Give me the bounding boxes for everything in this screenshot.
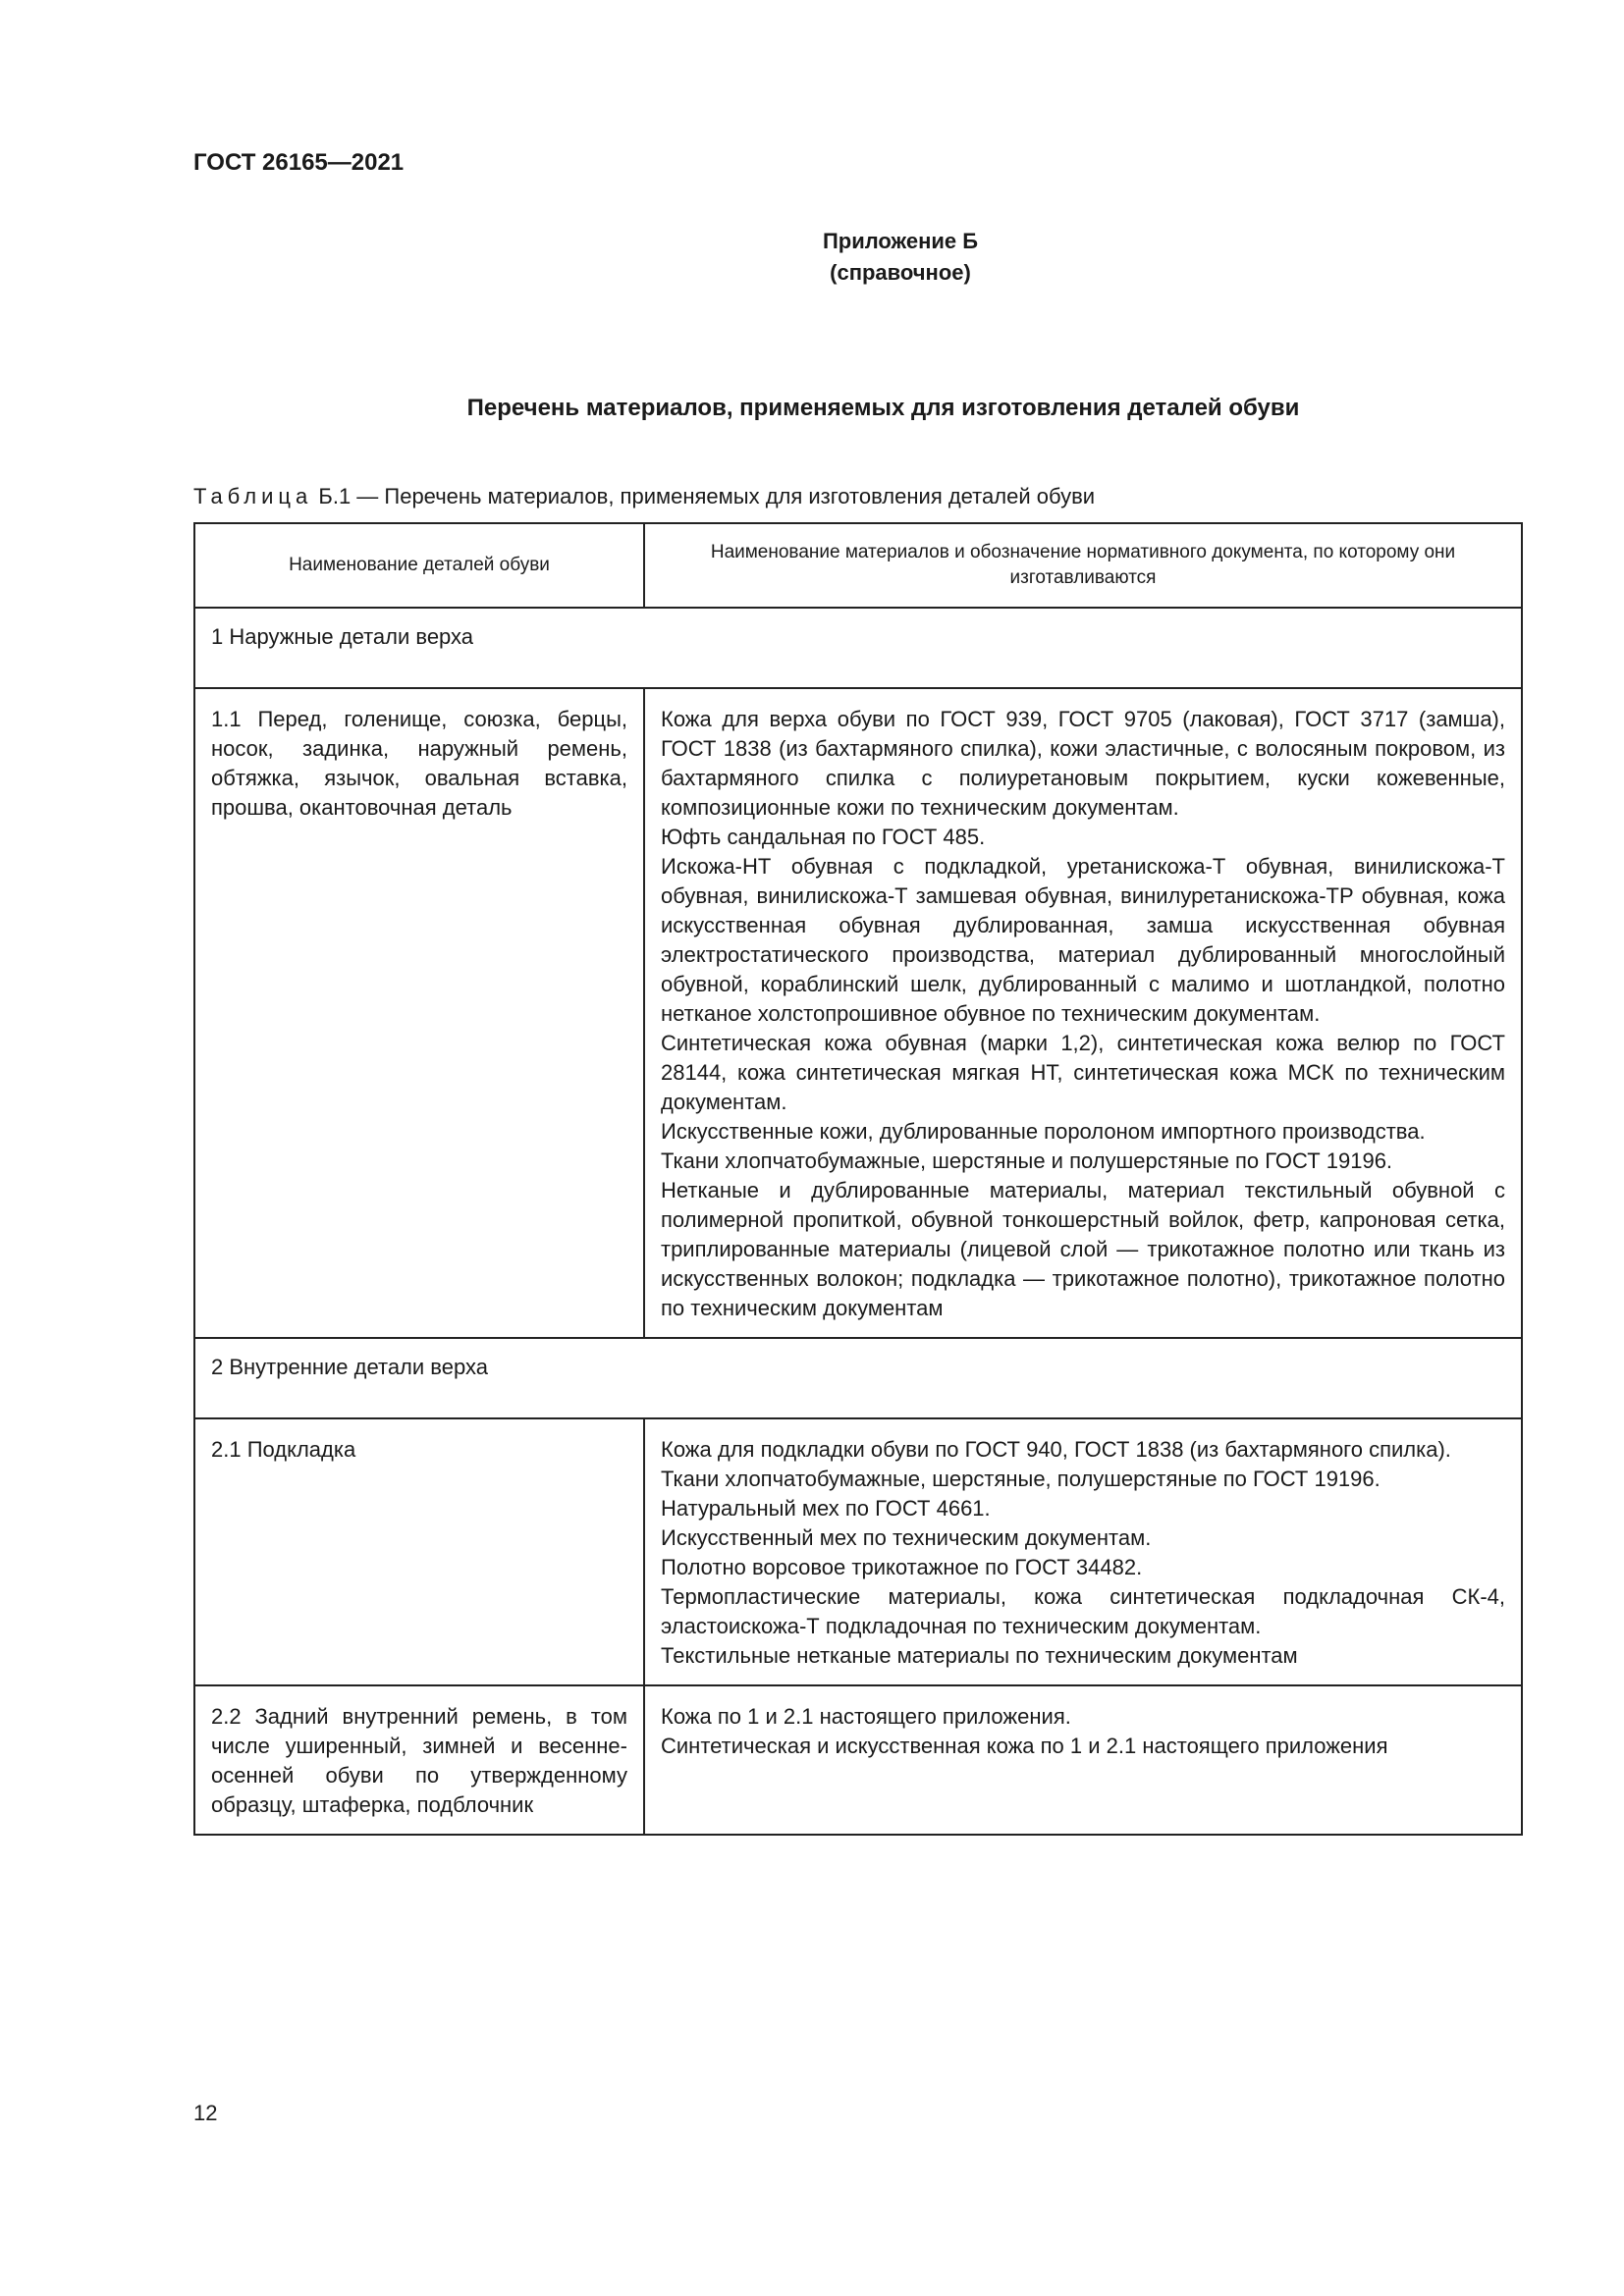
material-line: Кожа для подкладки обуви по ГОСТ 940, ГОСТ 1838 (из бахтармяного спилка). xyxy=(661,1437,1451,1462)
appendix-subtitle: (справочное) xyxy=(830,260,971,285)
page-number: 12 xyxy=(193,2101,218,2125)
material-line: Кожа для верха обуви по ГОСТ 939, ГОСТ 9705 (лаковая), ГОСТ 3717 (замша), ГОСТ 1838 (из бахтармяного спилка), кожи эластичные, с волосяным покровом, из бахтармяного спилка с полиуретановым покрытием, куски кожевенные, композиционные кожи по техническим документам. xyxy=(661,707,1505,820)
material-line: Ткани хлопчатобумажные, шерстяные и полушерстяные по ГОСТ 19196. xyxy=(661,1148,1393,1173)
material-line: Ткани хлопчатобумажные, шерстяные, полушерстяные по ГОСТ 19196. xyxy=(661,1467,1380,1491)
table-group-row xyxy=(194,608,1522,688)
materials-cell xyxy=(644,688,1522,1338)
table-row xyxy=(194,688,1522,1338)
group-outer-parts: 1 Наружные детали верха xyxy=(194,608,1522,688)
table-header-row xyxy=(194,523,1522,608)
table-caption-text: Б.1 — Перечень материалов, применяемых для изготовления деталей обуви xyxy=(318,484,1096,508)
table-group-row xyxy=(194,1338,1522,1418)
table-caption-label: Таблица xyxy=(193,484,313,508)
section-title-text: Перечень материалов, применяемых для изготовления деталей обуви xyxy=(466,395,1300,421)
material-line: Кожа по 1 и 2.1 настоящего приложения. xyxy=(661,1704,1071,1729)
material-line: Синтетическая кожа обувная (марки 1,2), синтетическая кожа велюр по ГОСТ 28144, кожа синтетическая мягкая НТ, синтетическая кожа МСК по техническим документам. xyxy=(661,1031,1505,1114)
materials-cell xyxy=(644,1418,1522,1685)
section-title xyxy=(0,395,1624,422)
material-line: Полотно ворсовое трикотажное по ГОСТ 34482. xyxy=(661,1555,1143,1579)
part-cell: 1.1 Перед, голенище, союзка, берцы, носок, задинка, наружный ремень, обтяжка, язычок, овальная вставка, прошва, окантовочная деталь xyxy=(194,688,644,1338)
material-line: Искусственный мех по техническим документам. xyxy=(661,1525,1152,1550)
materials-cell xyxy=(644,1685,1522,1835)
material-line: Нетканые и дублированные материалы, материал текстильный обувной с полимерной пропиткой, обувной тонкошерстный войлок, фетр, капроновая сетка, триплированные материалы (лицевой слой — трикотажное полотно или ткань из искусственных волокон; подкладка — трикотажное полотно), трикотажное полотно по техническим документам xyxy=(661,1178,1505,1320)
appendix-heading xyxy=(0,226,1624,289)
material-line: Искожа-НТ обувная с подкладкой, уретанискожа-Т обувная, винилискожа-Т обувная, винилискожа-Т замшевая обувная, винилуретанискожа-ТР обувная, кожа искусственная обувная дублированная, замша искусственная обувная электростатического производства, материал дублированный многослойный обувной, кораблинский шелк, дублированный с малимо и шотландкой, полотно нетканое холстопрошивное обувное по техническим документам. xyxy=(661,854,1505,1026)
materials-table xyxy=(193,522,1523,1836)
material-line: Термопластические материалы, кожа синтетическая подкладочная СК-4, эластоискожа-Т подкладочная по техническим документам. xyxy=(661,1584,1505,1638)
part-cell: 2.2 Задний внутренний ремень, в том числе уширенный, зимней и весенне-осенней обуви по утвержденному образцу, штаферка, подблочник xyxy=(194,1685,644,1835)
appendix-title: Приложение Б xyxy=(822,229,979,253)
material-line: Натуральный мех по ГОСТ 4661. xyxy=(661,1496,991,1521)
table-row xyxy=(194,1418,1522,1685)
part-cell: 2.1 Подкладка xyxy=(194,1418,644,1685)
header-materials: Наименование материалов и обозначение нормативного документа, по которому они изготавливаются xyxy=(644,523,1522,608)
header-parts: Наименование деталей обуви xyxy=(194,523,644,608)
material-line: Синтетическая и искусственная кожа по 1 и 2.1 настоящего приложения xyxy=(661,1734,1388,1758)
table-caption xyxy=(193,484,1095,509)
table-row xyxy=(194,1685,1522,1835)
document-code: ГОСТ 26165—2021 xyxy=(193,149,405,176)
material-line: Текстильные нетканые материалы по техническим документам xyxy=(661,1643,1298,1668)
group-inner-parts: 2 Внутренние детали верха xyxy=(194,1338,1522,1418)
material-line: Юфть сандальная по ГОСТ 485. xyxy=(661,825,986,849)
material-line: Искусственные кожи, дублированные поролоном импортного производства. xyxy=(661,1119,1426,1144)
